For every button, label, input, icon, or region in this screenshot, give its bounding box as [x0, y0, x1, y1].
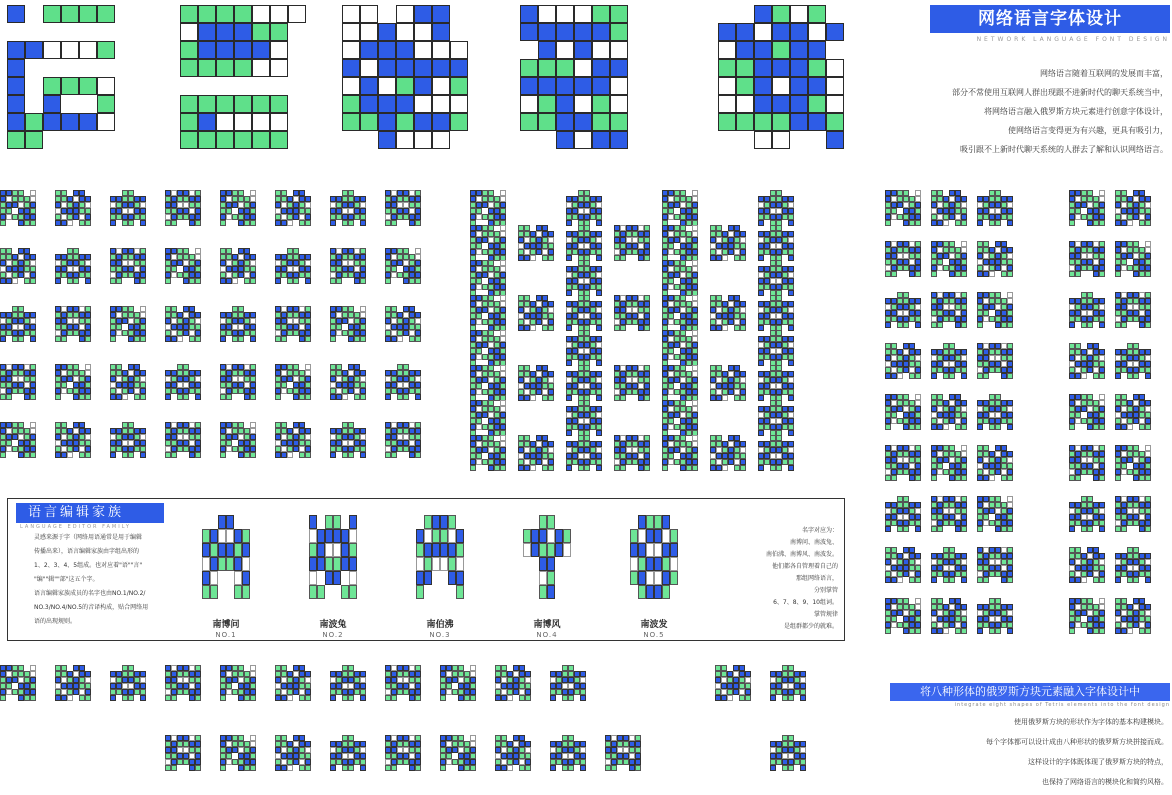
glyph-grid-bottom [0, 665, 880, 795]
pixel-glyph [931, 343, 967, 379]
pixel-glyph [1069, 343, 1105, 379]
pixel-glyph [0, 190, 36, 226]
pixel-glyph [662, 400, 698, 436]
intro-text [930, 64, 1168, 159]
big-glyph-bu [718, 5, 862, 149]
intro-line: 使网络语言变得更为有兴趣，更具有吸引力， [1008, 126, 1168, 135]
pixel-glyph [518, 435, 554, 471]
pixel-glyph [220, 665, 256, 701]
pixel-glyph [165, 422, 201, 458]
pixel-glyph [566, 295, 602, 331]
mascot-name: 南波发 [640, 620, 668, 630]
pixel-glyph [710, 295, 746, 331]
pixel-glyph [758, 400, 794, 436]
pixel-glyph [0, 422, 36, 458]
pixel-glyph [662, 295, 698, 331]
pixel-glyph [495, 735, 531, 771]
pixel-glyph [550, 665, 586, 701]
pixel-glyph [931, 547, 967, 583]
glyph-grid-right [885, 190, 1172, 650]
pixel-glyph [275, 665, 311, 701]
pixel-glyph [110, 665, 146, 701]
pixel-glyph [931, 241, 967, 277]
page-title: 网络语言字体设计 [930, 5, 1170, 33]
pixel-glyph [1069, 394, 1105, 430]
pixel-glyph [110, 364, 146, 400]
pixel-glyph [385, 306, 421, 342]
pixel-glyph [470, 225, 506, 261]
pixel-glyph [1069, 445, 1105, 481]
family-description-line: 灵感来源于字（网络用语通常是用于编辑 [34, 534, 143, 541]
pixel-glyph [385, 735, 421, 771]
mascot-figure [309, 515, 357, 599]
pixel-glyph [110, 190, 146, 226]
family-note-line: 是组群都少的就难。 [783, 623, 838, 630]
pixel-glyph [165, 364, 201, 400]
pixel-glyph [614, 295, 650, 331]
pixel-glyph [758, 190, 794, 226]
family-description-line: 语言编辑家族成员的名字也由NO.1/NO.2/ [34, 590, 146, 597]
pixel-glyph [758, 330, 794, 366]
pixel-glyph [614, 225, 650, 261]
mascot-number: NO.2 [322, 631, 344, 639]
pixel-glyph [1115, 445, 1151, 481]
family-title: 语言编辑家族 [16, 503, 164, 523]
family-description-line: 语的出现规则。 [34, 618, 77, 625]
pixel-glyph [977, 598, 1013, 634]
pixel-glyph [566, 365, 602, 401]
pixel-glyph [1069, 292, 1105, 328]
pixel-glyph [931, 292, 967, 328]
tetris-section-title: 将八种形体的俄罗斯方块元素融入字体设计中 [890, 683, 1170, 701]
pixel-glyph [885, 547, 921, 583]
pixel-glyph [385, 248, 421, 284]
pixel-glyph [566, 225, 602, 261]
pixel-glyph [0, 306, 36, 342]
pixel-glyph [758, 295, 794, 331]
glyph-grid-middle [470, 190, 850, 480]
pixel-glyph [385, 422, 421, 458]
pixel-glyph [758, 365, 794, 401]
mascot-no2 [293, 513, 373, 639]
pixel-glyph [165, 190, 201, 226]
pixel-glyph [758, 435, 794, 471]
pixel-glyph [110, 422, 146, 458]
pixel-glyph [662, 225, 698, 261]
pixel-glyph [55, 306, 91, 342]
pixel-glyph [1069, 496, 1105, 532]
intro-line: 将网络语言融入俄罗斯方块元素进行创意字体设计， [984, 107, 1168, 116]
pixel-glyph [470, 295, 506, 331]
big-glyph-yan [180, 5, 324, 149]
pixel-glyph [470, 400, 506, 436]
pixel-glyph [275, 248, 311, 284]
family-panel [7, 498, 845, 641]
pixel-glyph [330, 306, 366, 342]
pixel-glyph [470, 365, 506, 401]
pixel-glyph [1115, 496, 1151, 532]
family-note-line: 那组网络语言， [795, 575, 838, 582]
pixel-glyph [55, 422, 91, 458]
pixel-glyph [330, 190, 366, 226]
mascot-number: NO.4 [536, 631, 558, 639]
mascot-number: NO.5 [643, 631, 665, 639]
family-note-line: 他们都各自管理着自己的 [771, 563, 838, 570]
pixel-glyph [710, 435, 746, 471]
pixel-glyph [710, 365, 746, 401]
pixel-glyph [1115, 547, 1151, 583]
pixel-glyph [495, 665, 531, 701]
pixel-glyph [710, 225, 746, 261]
mascot-figure [202, 515, 250, 599]
pixel-glyph [275, 306, 311, 342]
big-glyph-yu [7, 5, 151, 149]
pixel-glyph [220, 364, 256, 400]
mascot-number: NO.3 [429, 631, 451, 639]
pixel-glyph [662, 260, 698, 296]
page-subtitle: NETWORK LANGUAGE FONT DESIGN [976, 36, 1170, 43]
pixel-glyph [330, 735, 366, 771]
family-note-line: 掌管规律 [813, 611, 838, 618]
pixel-glyph [55, 364, 91, 400]
mascot-name: 南波兔 [319, 620, 347, 630]
family-note-line: 名字对应为： [801, 527, 838, 534]
intro-line: 网络语言随着互联网的发展而丰富， [1040, 69, 1168, 78]
family-note-line: 分别掌管 [813, 587, 838, 594]
pixel-glyph [518, 365, 554, 401]
mascot-name: 南伯沸 [426, 620, 454, 630]
family-note-line: 南伯沸、南博风、南波发。 [765, 551, 838, 558]
pixel-glyph [885, 241, 921, 277]
pixel-glyph [662, 365, 698, 401]
family-description [34, 531, 160, 629]
pixel-glyph [931, 394, 967, 430]
pixel-glyph [275, 364, 311, 400]
pixel-glyph [440, 665, 476, 701]
pixel-glyph [566, 330, 602, 366]
pixel-glyph [566, 190, 602, 226]
pixel-glyph [275, 422, 311, 458]
pixel-glyph [662, 435, 698, 471]
pixel-glyph [55, 665, 91, 701]
pixel-glyph [566, 400, 602, 436]
mascot-no1 [186, 513, 266, 639]
family-description-line: NO.3/NO.4/NO.5的音译构成，贴合网络用 [34, 604, 149, 611]
pixel-glyph [440, 735, 476, 771]
mascot-number: NO.1 [215, 631, 237, 639]
pixel-glyph [385, 364, 421, 400]
pixel-glyph [977, 496, 1013, 532]
pixel-glyph [977, 394, 1013, 430]
pixel-glyph [470, 435, 506, 471]
pixel-glyph [0, 364, 36, 400]
pixel-glyph [758, 225, 794, 261]
pixel-glyph [1069, 547, 1105, 583]
pixel-glyph [770, 735, 806, 771]
pixel-glyph [110, 248, 146, 284]
tetris-body-line: 也保持了网络语言的模块化和简约风格。 [1042, 778, 1168, 786]
pixel-glyph [470, 190, 506, 226]
pixel-glyph [1069, 190, 1105, 226]
pixel-glyph [110, 306, 146, 342]
pixel-glyph [885, 292, 921, 328]
family-note-line: 6、7、8、9、10组词。 [773, 599, 838, 606]
pixel-glyph [220, 422, 256, 458]
pixel-glyph [1115, 343, 1151, 379]
pixel-glyph [1069, 241, 1105, 277]
pixel-glyph [518, 295, 554, 331]
pixel-glyph [0, 248, 36, 284]
pixel-glyph [55, 248, 91, 284]
mascot-no3 [400, 513, 480, 639]
mascot-name: 南博问 [212, 620, 240, 630]
pixel-glyph [220, 306, 256, 342]
tetris-body-line: 这样设计的字体既体现了俄罗斯方块的特点， [1028, 758, 1168, 766]
pixel-glyph [550, 735, 586, 771]
tetris-body-line: 使用俄罗斯方块的形状作为字体的基本构建模块。 [1014, 718, 1168, 726]
pixel-glyph [977, 292, 1013, 328]
pixel-glyph [518, 225, 554, 261]
pixel-glyph [330, 665, 366, 701]
family-description-line: "编""辑""部"这五个字。 [34, 576, 99, 583]
pixel-glyph [931, 496, 967, 532]
pixel-glyph [1115, 190, 1151, 226]
pixel-glyph [885, 394, 921, 430]
pixel-glyph [977, 241, 1013, 277]
pixel-glyph [758, 260, 794, 296]
pixel-glyph [1069, 598, 1105, 634]
family-description-line: 1、2、3、4、5组成。也对应着"语""言" [34, 562, 143, 569]
pixel-glyph [614, 365, 650, 401]
big-glyph-bian [342, 5, 486, 149]
pixel-glyph [1115, 292, 1151, 328]
pixel-glyph [885, 496, 921, 532]
pixel-glyph [715, 665, 751, 701]
pixel-glyph [385, 190, 421, 226]
pixel-glyph [385, 665, 421, 701]
mascot-figure [630, 515, 678, 599]
pixel-glyph [614, 435, 650, 471]
pixel-glyph [275, 190, 311, 226]
pixel-glyph [470, 330, 506, 366]
pixel-glyph [885, 445, 921, 481]
pixel-glyph [566, 260, 602, 296]
glyph-grid-left [0, 190, 440, 480]
pixel-glyph [885, 598, 921, 634]
pixel-glyph [165, 306, 201, 342]
pixel-glyph [330, 364, 366, 400]
intro-line: 吸引跟不上新时代聊天系统的人群去了解和认识网络语言。 [960, 145, 1168, 154]
pixel-glyph [165, 665, 201, 701]
pixel-glyph [931, 190, 967, 226]
family-note [748, 525, 838, 633]
pixel-glyph [470, 260, 506, 296]
pixel-glyph [885, 343, 921, 379]
pixel-glyph [165, 735, 201, 771]
big-glyph-ji [520, 5, 664, 149]
pixel-glyph [220, 190, 256, 226]
pixel-glyph [931, 445, 967, 481]
mascot-name: 南博风 [533, 620, 561, 630]
mascot-figure [523, 515, 571, 599]
pixel-glyph [275, 735, 311, 771]
mascot-figure [416, 515, 464, 599]
tetris-section-subtitle: integrate eight shapes of Tetris elements into the font design [954, 702, 1170, 708]
pixel-glyph [977, 190, 1013, 226]
pixel-glyph [770, 665, 806, 701]
pixel-glyph [0, 665, 36, 701]
intro-line: 部分不常使用互联网人群出现跟不进新时代的聊天系统当中， [952, 88, 1168, 97]
pixel-glyph [220, 248, 256, 284]
pixel-glyph [931, 598, 967, 634]
pixel-glyph [566, 435, 602, 471]
pixel-glyph [1115, 598, 1151, 634]
family-note-line: 南博问、南波兔、 [789, 539, 838, 546]
pixel-glyph [662, 190, 698, 226]
pixel-glyph [977, 445, 1013, 481]
pixel-glyph [662, 330, 698, 366]
pixel-glyph [220, 735, 256, 771]
tetris-body-line: 每个字体都可以设计成由八种形状的俄罗斯方块拼接而成。 [986, 738, 1168, 746]
pixel-glyph [330, 248, 366, 284]
mascot-no5 [614, 513, 694, 639]
pixel-glyph [977, 547, 1013, 583]
pixel-glyph [885, 190, 921, 226]
pixel-glyph [330, 422, 366, 458]
pixel-glyph [1115, 394, 1151, 430]
pixel-glyph [977, 343, 1013, 379]
family-subtitle: LANGUAGE EDITOR FAMILY [20, 524, 131, 530]
family-description-line: 传播出来），语言编辑家族由字组出形的 [34, 548, 140, 555]
pixel-glyph [165, 248, 201, 284]
tetris-section-body [890, 712, 1168, 792]
pixel-glyph [55, 190, 91, 226]
pixel-glyph [605, 735, 641, 771]
pixel-glyph [1115, 241, 1151, 277]
mascot-no4 [507, 513, 587, 639]
